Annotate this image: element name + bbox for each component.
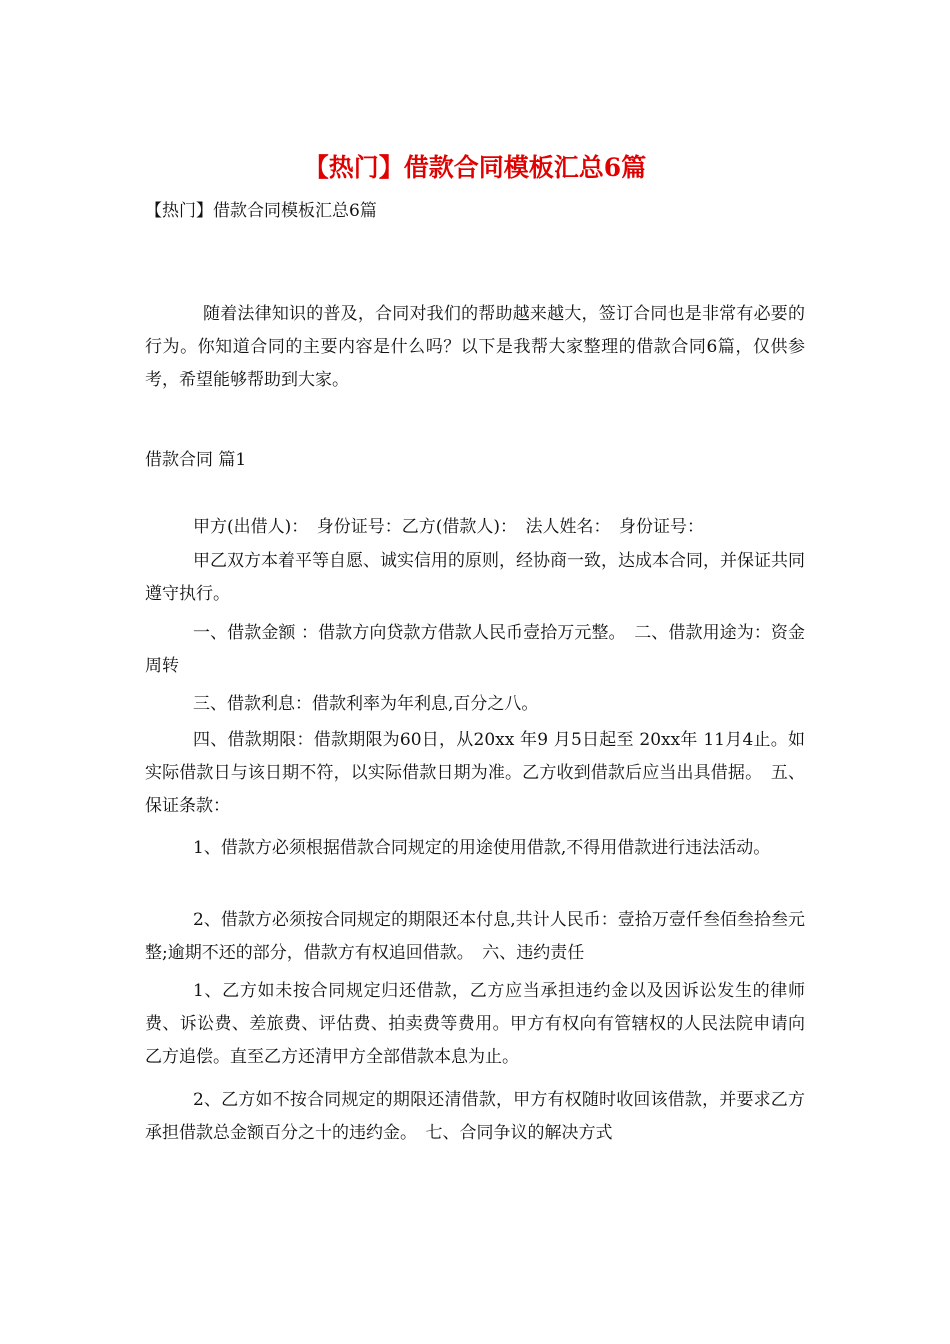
- paragraph-interest: 三、借款利息：借款利率为年利息,百分之八。: [193, 694, 539, 714]
- paragraph-guarantee-1: 1、借款方必须根据借款合同规定的用途使用借款,不得用借款进行违法活动。: [193, 838, 771, 858]
- paragraph-liability-2: 2、乙方如不按合同规定的期限还清借款，甲方有权随时收回该借款，并要求乙方承担借款总金额百分之十的违约金。 七、合同争议的解决方式: [145, 1090, 805, 1143]
- document-title: 【热门】借款合同模板汇总6篇: [303, 153, 647, 182]
- document-subtitle: 【热门】借款合同模板汇总6篇: [145, 201, 377, 221]
- paragraph-amount: 一、借款金额 ：借款方向贷款方借款人民币壹拾万元整。 二、借款用途为：资金周转: [145, 623, 805, 676]
- paragraph-term: 四、借款期限：借款期限为60日，从20xx 年9 月5日起至 20xx年 11月4止。如实际借款日与该日期不符，以实际借款日期为准。乙方收到借款后应当出具借据。 五、保证条款：: [145, 730, 805, 816]
- paragraph-liability-1: 1、乙方如未按合同规定归还借款，乙方应当承担违约金以及因诉讼发生的律师费、诉讼费、差旅费、评估费、拍卖费等费用。甲方有权向有管辖权的人民法院申请向乙方追偿。直至乙方还清甲方全部借款本息为止。: [145, 981, 805, 1067]
- section-heading: 借款合同 篇1: [145, 450, 247, 470]
- paragraph-guarantee-2: 2、借款方必须按合同规定的期限还本付息,共计人民币：壹拾万壹仟叁佰叁拾叁元整;逾期不还的部分，借款方有权追回借款。 六、违约责任: [145, 910, 805, 963]
- paragraph-principle: 甲乙双方本着平等自愿、诚实信用的原则，经协商一致，达成本合同，并保证共同遵守执行。: [145, 551, 805, 604]
- paragraph-parties: 甲方(出借人)： 身份证号：乙方(借款人)： 法人姓名： 身份证号：: [193, 517, 705, 537]
- intro-paragraph: 随着法律知识的普及，合同对我们的帮助越来越大，签订合同也是非常有必要的行为。你知道合同的主要内容是什么吗？以下是我帮大家整理的借款合同6篇，仅供参考，希望能够帮助到大家。: [145, 304, 805, 390]
